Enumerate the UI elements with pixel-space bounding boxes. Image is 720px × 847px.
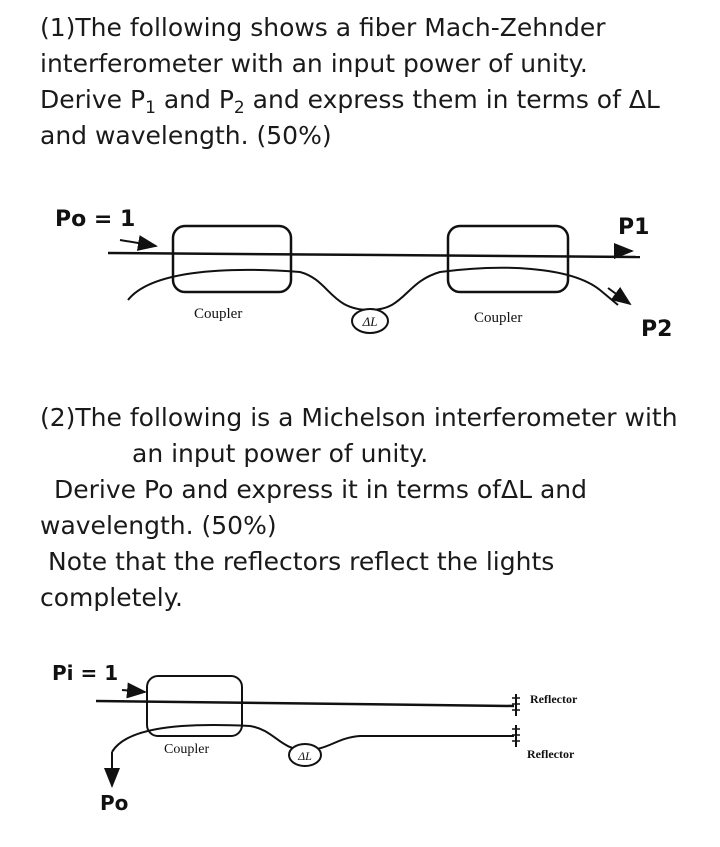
- question-1-line-3: [40, 82, 700, 118]
- mach-zehnder-diagram: [0, 190, 720, 350]
- question-1-text: [40, 10, 700, 154]
- question-2-line-2: an input power of unity.: [132, 439, 429, 468]
- mi-reflector-bottom-label: Reflector: [527, 747, 575, 761]
- question-2-line-6: completely.: [40, 583, 183, 612]
- mz-coupler-right: [448, 226, 568, 292]
- subscript-2: 2: [233, 98, 245, 118]
- mi-top-fiber: [96, 701, 514, 706]
- mi-input-arrow: [122, 690, 145, 692]
- mz-coupler-right-label: Coupler: [474, 310, 523, 326]
- mi-coupler-label: Coupler: [164, 742, 210, 757]
- mz-delta-label: ΔL: [362, 314, 378, 329]
- question-2-line-1: (2)The following is a Michelson interferometer with: [40, 403, 678, 432]
- question-2-text: [40, 400, 710, 616]
- mz-output-2-label: P2: [641, 317, 673, 342]
- question-2-line-3: Derive Po and express it in terms ofΔL and: [54, 475, 587, 504]
- mz-output-1-label: P1: [618, 215, 650, 240]
- mz-output-2-arrow: [608, 288, 630, 304]
- mz-top-fiber: [108, 253, 640, 257]
- question-1-line-1: (1)The following shows a fiber Mach-Zehnder: [40, 13, 606, 42]
- mz-coupler-left: [173, 226, 291, 292]
- mi-reflector-top-label: Reflector: [530, 692, 578, 706]
- michelson-diagram: [0, 650, 720, 840]
- mi-coupler: [147, 676, 242, 736]
- and-text: and P: [155, 85, 234, 114]
- derive-text: Derive P: [40, 85, 146, 114]
- question-1-line-2: interferometer with an input power of unity.: [40, 49, 588, 78]
- mz-input-arrow: [120, 240, 156, 246]
- question-2-line-5: Note that the reflectors reflect the lights: [48, 547, 555, 576]
- mi-input-label: Pi = 1: [52, 661, 119, 685]
- express-text: and express them in terms of ΔL: [244, 85, 660, 114]
- question-1-line-4: and wavelength. (50%): [40, 121, 332, 150]
- subscript-1: 1: [145, 98, 156, 118]
- mz-coupler-left-label: Coupler: [194, 306, 243, 322]
- mz-bottom-fiber: [128, 268, 618, 310]
- mz-input-label: Po = 1: [55, 207, 136, 232]
- mi-delta-label: ΔL: [298, 749, 312, 763]
- question-2-line-4: wavelength. (50%): [40, 511, 277, 540]
- mi-output-label: Po: [100, 791, 129, 815]
